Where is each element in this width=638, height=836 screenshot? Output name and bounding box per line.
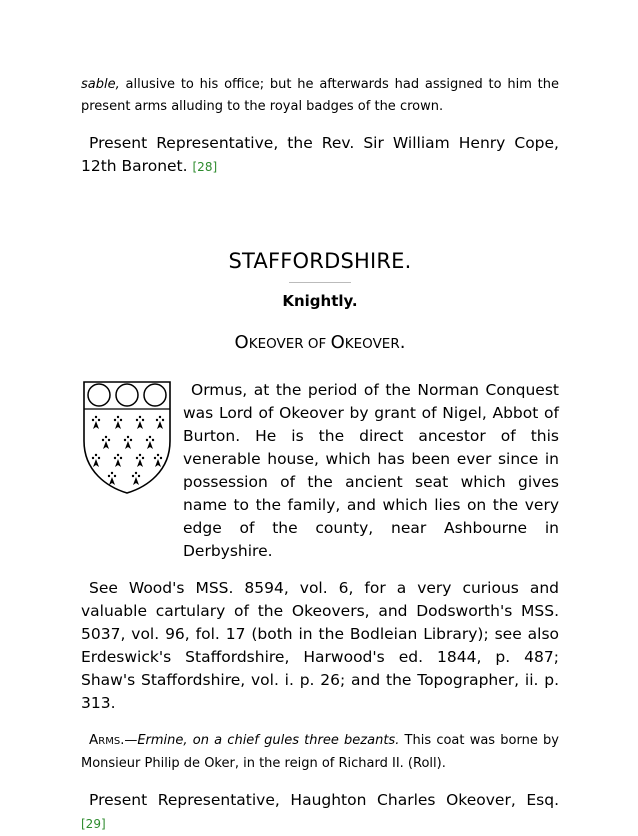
- paragraph-ormus: Ormus, at the period of the Norman Conquest was Lord of Okeover by grant of Nigel, Abbot of Burton. He is the direct ancestor of this venerable house, which has been ever since in possession of the ancient seat which gives name to the family, and which lies on the very edge of the county, near Ashbourne in Derbyshire.: [183, 381, 559, 560]
- okeover-intro-block: [81, 379, 559, 563]
- representative-okeover-text: Present Representative, Haughton Charles Okeover, Esq.: [89, 791, 559, 809]
- family-heading-end: .: [399, 332, 406, 353]
- coat-of-arms-icon: [81, 379, 173, 495]
- arms-dash: .—: [120, 733, 138, 748]
- footnote-link-29[interactable]: [29]: [81, 817, 106, 831]
- family-heading: [81, 332, 559, 353]
- paragraph-sources: See Wood's MSS. 8594, vol. 6, for a very curious and valuable cartulary of the Okeovers, and Dodsworth's MSS. 5037, vol. 96, fol. 17 (both in the Bodleian Library); see also Erdeswick's Staffordshire, Harwood's ed. 1844, p. 487; Shaw's Staffordshire, vol. i. p. 26; and the Topographer, ii. p. 313.: [81, 579, 559, 712]
- county-heading: STAFFORDSHIRE.: [228, 249, 412, 273]
- paragraph-present-representative-cope: [81, 132, 559, 179]
- section-subheading: Knightly.: [282, 292, 358, 310]
- family-heading-of: OF: [303, 336, 331, 352]
- paragraph-sable-text: allusive to his office; but he afterwards had assigned to him the present arms alluding to the royal badges of the crown.: [81, 77, 559, 114]
- italic-sable: sable,: [81, 77, 120, 92]
- arms-text: This coat was borne by Monsieur Philip de Oker, in the reign of Richard II. (Roll).: [81, 733, 559, 771]
- arms-rest: RMS: [98, 736, 121, 747]
- paragraph-present-representative-okeover: [81, 789, 559, 836]
- arms-blazon: Ermine, on a chief gules three bezants.: [137, 733, 400, 748]
- arms-cap: A: [89, 732, 99, 748]
- paragraph-arms: [81, 729, 559, 775]
- family-heading-cap2: O: [330, 332, 345, 353]
- heading-divider: [289, 282, 351, 283]
- representative-cope-text: Present Representative, the Rev. Sir William Henry Cope, 12th Baronet.: [81, 134, 559, 175]
- page-content: [81, 74, 559, 836]
- family-heading-rest1: KEOVER: [248, 336, 304, 352]
- paragraph-sable: [81, 74, 559, 118]
- family-heading-cap1: O: [234, 332, 249, 353]
- family-heading-rest2: KEOVER: [344, 336, 400, 352]
- footnote-link-28[interactable]: [28]: [192, 160, 218, 174]
